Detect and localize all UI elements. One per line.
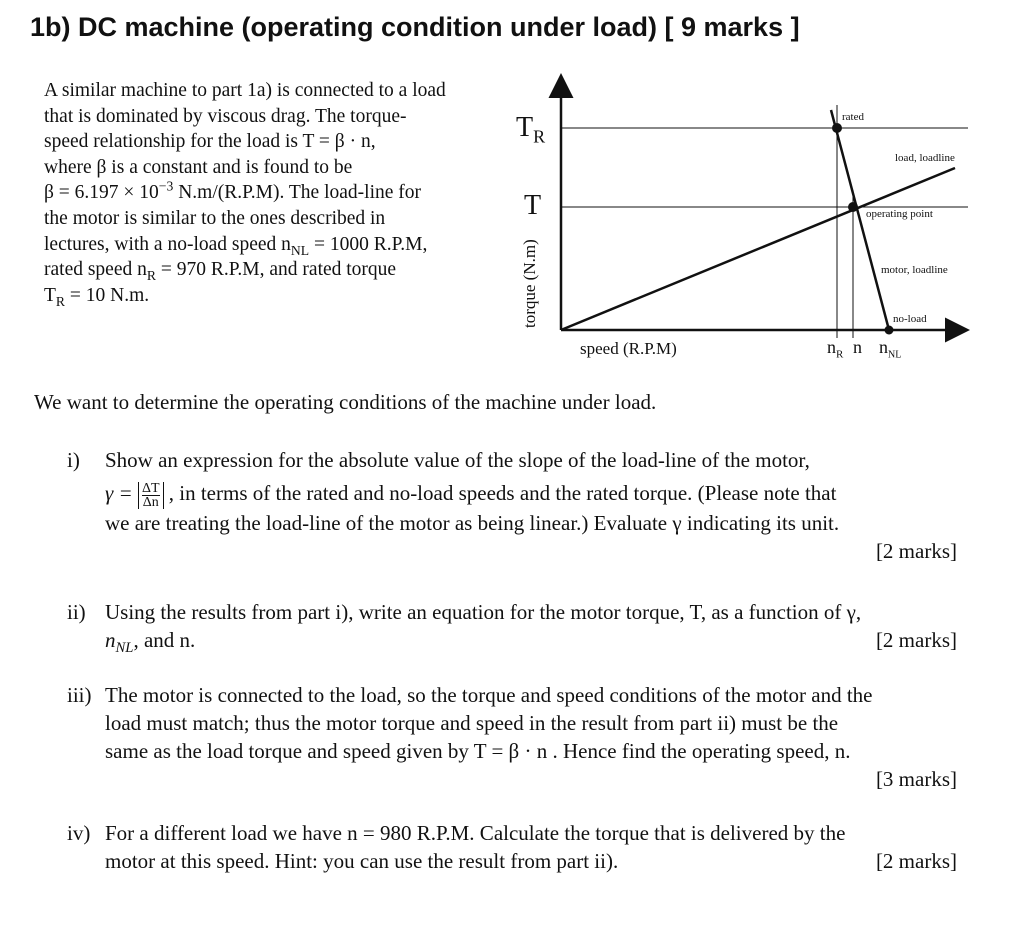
- question-intro: We want to determine the operating conditions of the machine under load.: [34, 390, 657, 414]
- x-tick-rated-speed: $n_R$: [827, 337, 844, 361]
- marks-label: [2 marks]: [875, 628, 957, 652]
- part-line: same as the load torque and speed given by T = β · n . Hence find the operating speed, n.: [105, 739, 851, 763]
- gamma-fraction: $\frac{\Delta T}{\Delta n}$: [138, 482, 164, 509]
- torque-speed-diagram: [510, 70, 980, 370]
- load-loadline: [561, 168, 955, 330]
- rated-label: rated: [842, 111, 864, 123]
- part-iv: [67, 819, 977, 879]
- intro-paragraph: [44, 78, 514, 308]
- diagram-svg: [510, 70, 980, 370]
- load-loadline-label: load, loadline: [895, 152, 955, 164]
- marks-label: [3 marks]: [875, 767, 957, 791]
- no-load-point: [885, 326, 894, 335]
- operating-point-label: operating point: [866, 208, 933, 220]
- no-load-label: no-load: [893, 313, 927, 325]
- intro-line-rated-torque: $T_R = 10$ N.m.: [44, 284, 150, 309]
- part-ii: [67, 598, 977, 658]
- intro-line: where β is a constant and is found to be: [44, 156, 353, 178]
- gamma-definition-line: γ = $\frac{\Delta T}{\Delta n}$ , in terms of the rated and no-load speeds and the rated torque. (Please note that: [105, 480, 837, 510]
- part-line-variables: $n_{NL}$, and n. [2 marks]: [105, 628, 957, 657]
- part-line: motor at this speed. Hint: you can use the result from part ii). [2 marks]: [105, 849, 957, 873]
- part-line: load must match; thus the motor torque and speed in the result from part ii) must be the: [105, 711, 839, 735]
- motor-loadline-label: motor, loadline: [881, 264, 948, 276]
- intro-line: the motor is similar to the ones described in: [44, 207, 386, 229]
- marks-label: [2 marks]: [875, 849, 957, 873]
- part-line: The motor is connected to the load, so the torque and speed conditions of the motor and the: [105, 683, 873, 707]
- x-axis-label: speed (R.P.M): [580, 339, 677, 358]
- y-tick-torque: T: [524, 190, 542, 221]
- intro-line-beta-value: $\beta = 6.197 \times 10^{-3}$ N.m/(R.P.M). The load-line for: [44, 178, 422, 204]
- intro-line: speed relationship for the load is T = β · n,: [44, 131, 376, 153]
- part-number: i): [67, 448, 80, 472]
- part-line: For a different load we have n = 980 R.P.M. Calculate the torque that is delivered by the: [105, 821, 846, 845]
- marks-label: [2 marks]: [875, 538, 957, 563]
- part-line: Using the results from part i), write an equation for the motor torque, T, as a function of γ,: [105, 600, 862, 624]
- section-heading: 1b) DC machine (operating condition under load) [ 9 marks ]: [30, 12, 800, 42]
- part-line: we are treating the load-line of the motor as being linear.) Evaluate γ indicating its unit.: [105, 510, 840, 535]
- intro-line-noload-speed: lectures, with a no-load speed $n_{NL} = 1000$ R.P.M,: [44, 233, 428, 258]
- y-tick-rated-torque: $T_R$: [516, 112, 546, 147]
- part-i: [67, 446, 977, 566]
- part-number: iv): [67, 821, 91, 845]
- motor-loadline: [831, 110, 889, 330]
- intro-line: A similar machine to part 1a) is connected to a load: [44, 80, 446, 101]
- part-line: Show an expression for the absolute value of the slope of the load-line of the motor,: [105, 448, 810, 472]
- intro-line: that is dominated by viscous drag. The torque-: [44, 105, 407, 127]
- part-number: iii): [67, 683, 92, 707]
- y-axis-label: torque (N.m): [520, 239, 539, 328]
- part-number: ii): [67, 600, 86, 624]
- x-tick-noload-speed: $n_{NL}$: [879, 337, 902, 361]
- rated-point: [832, 123, 842, 133]
- part-iii: [67, 681, 977, 801]
- intro-line-rated-speed: rated speed $n_R = 970$ R.P.M, and rated torque: [44, 259, 397, 284]
- operating-point-marker: [848, 202, 858, 212]
- x-tick-operating-speed: n: [853, 337, 862, 357]
